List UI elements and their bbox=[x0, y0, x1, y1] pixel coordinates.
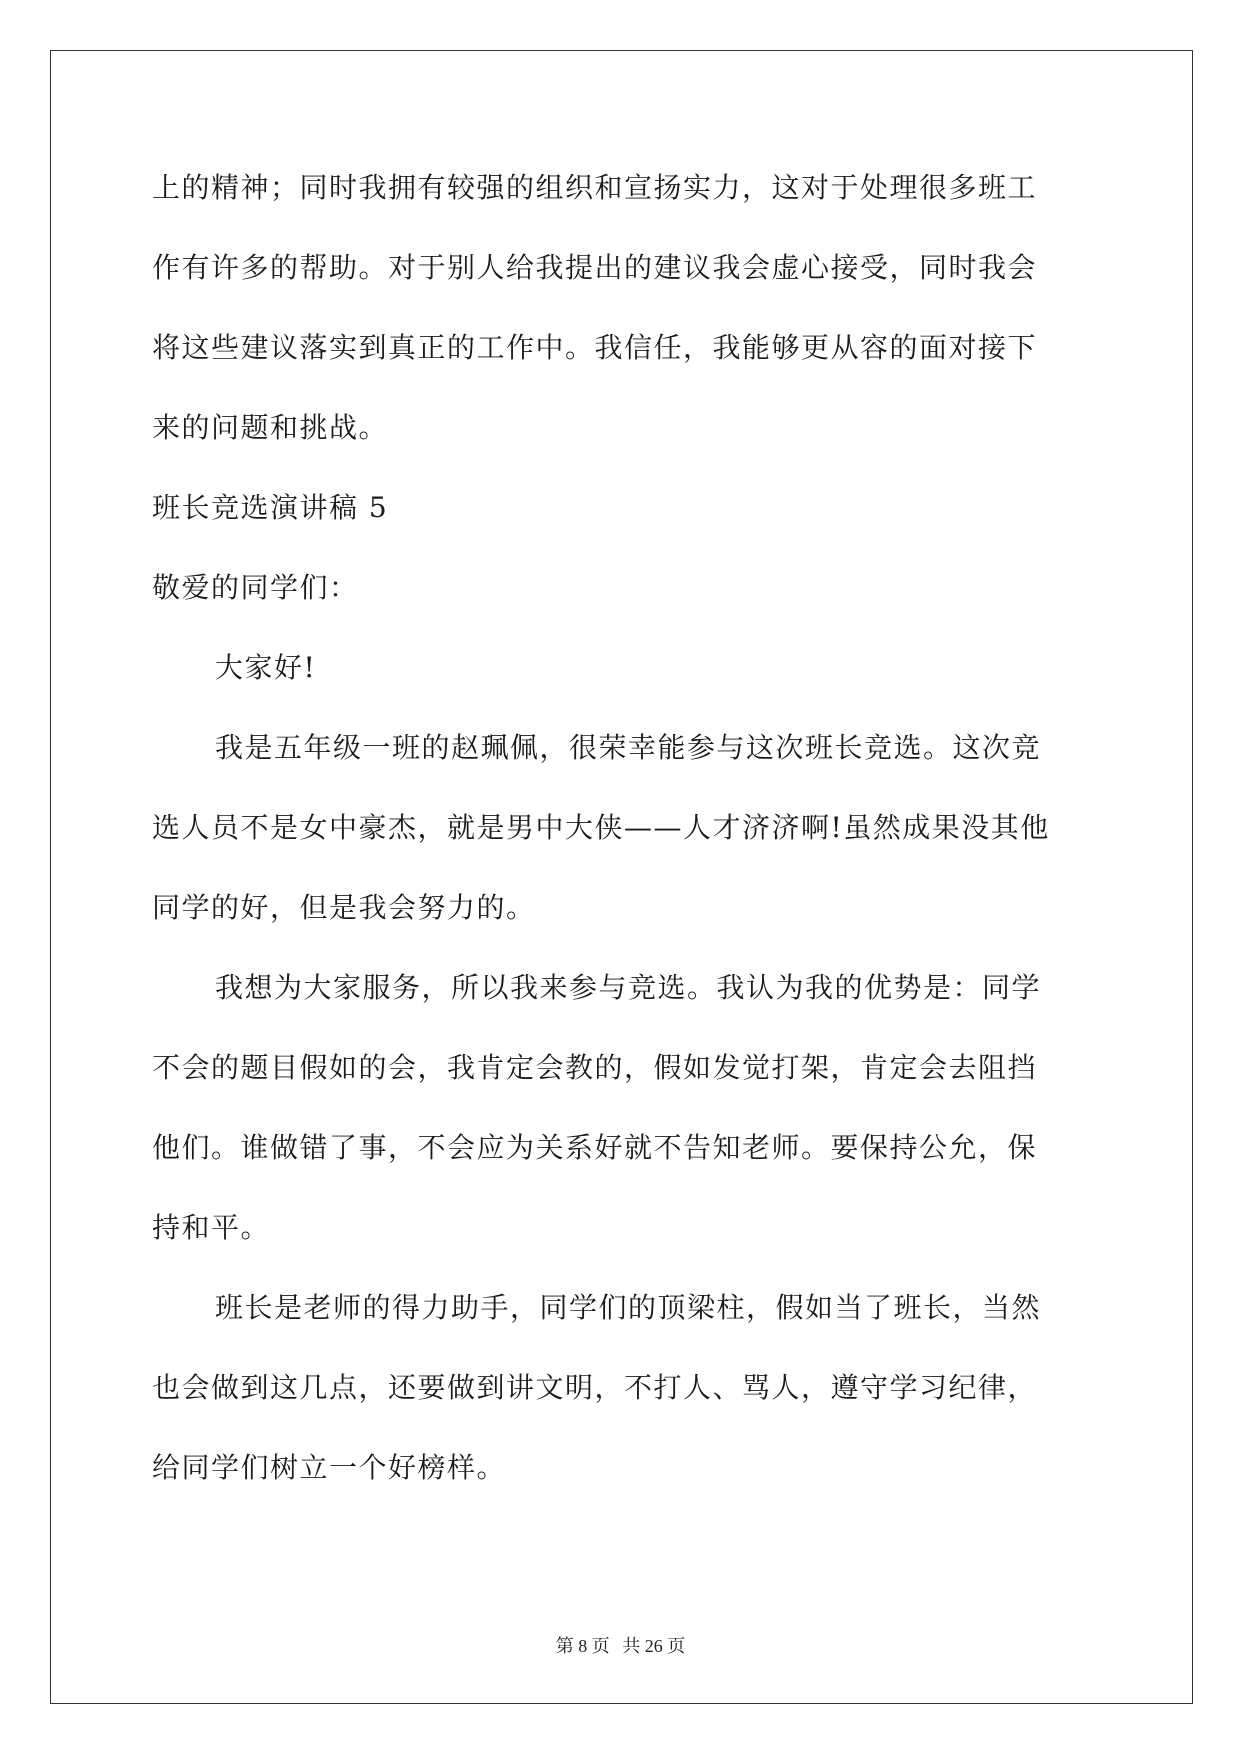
paragraph-line: 他们。谁做错了事，不会应为关系好就不告知老师。要保持公允，保 bbox=[152, 1131, 1038, 1164]
salutation: 敬爱的同学们： bbox=[152, 571, 359, 604]
paragraph-line: 来的问题和挑战。 bbox=[152, 411, 389, 444]
greeting: 大家好! bbox=[215, 651, 317, 684]
paragraph-line: 我想为大家服务，所以我来参与竞选。我认为我的优势是：同学 bbox=[215, 971, 1042, 1004]
paragraph-line: 也会做到这几点，还要做到讲文明，不打人、骂人，遵守学习纪律， bbox=[152, 1371, 1038, 1404]
paragraph-line: 班长是老师的得力助手，同学们的顶梁柱，假如当了班长，当然 bbox=[215, 1291, 1042, 1324]
page-total: 共 26 页 bbox=[622, 1636, 686, 1656]
paragraph-line: 不会的题目假如的会，我肯定会教的，假如发觉打架，肯定会去阻挡 bbox=[152, 1051, 1038, 1084]
paragraph-line: 作有许多的帮助。对于别人给我提出的建议我会虚心接受，同时我会 bbox=[152, 251, 1038, 284]
page-number: 第 8 页 bbox=[555, 1636, 610, 1656]
section-title: 班长竞选演讲稿 5 bbox=[152, 491, 389, 524]
paragraph-line: 同学的好，但是我会努力的。 bbox=[152, 891, 536, 924]
page-footer bbox=[0, 1634, 1241, 1658]
paragraph-line: 选人员不是女中豪杰，就是男中大侠——人才济济啊!虽然成果没其他 bbox=[152, 811, 1050, 844]
paragraph-line: 将这些建议落实到真正的工作中。我信任，我能够更从容的面对接下 bbox=[152, 331, 1038, 364]
paragraph-line: 上的精神；同时我拥有较强的组织和宣扬实力，这对于处理很多班工 bbox=[152, 171, 1038, 204]
paragraph-line: 我是五年级一班的赵珮佩，很荣幸能参与这次班长竞选。这次竞 bbox=[215, 731, 1042, 764]
paragraph-line: 给同学们树立一个好榜样。 bbox=[152, 1451, 507, 1484]
paragraph-line: 持和平。 bbox=[152, 1211, 271, 1244]
